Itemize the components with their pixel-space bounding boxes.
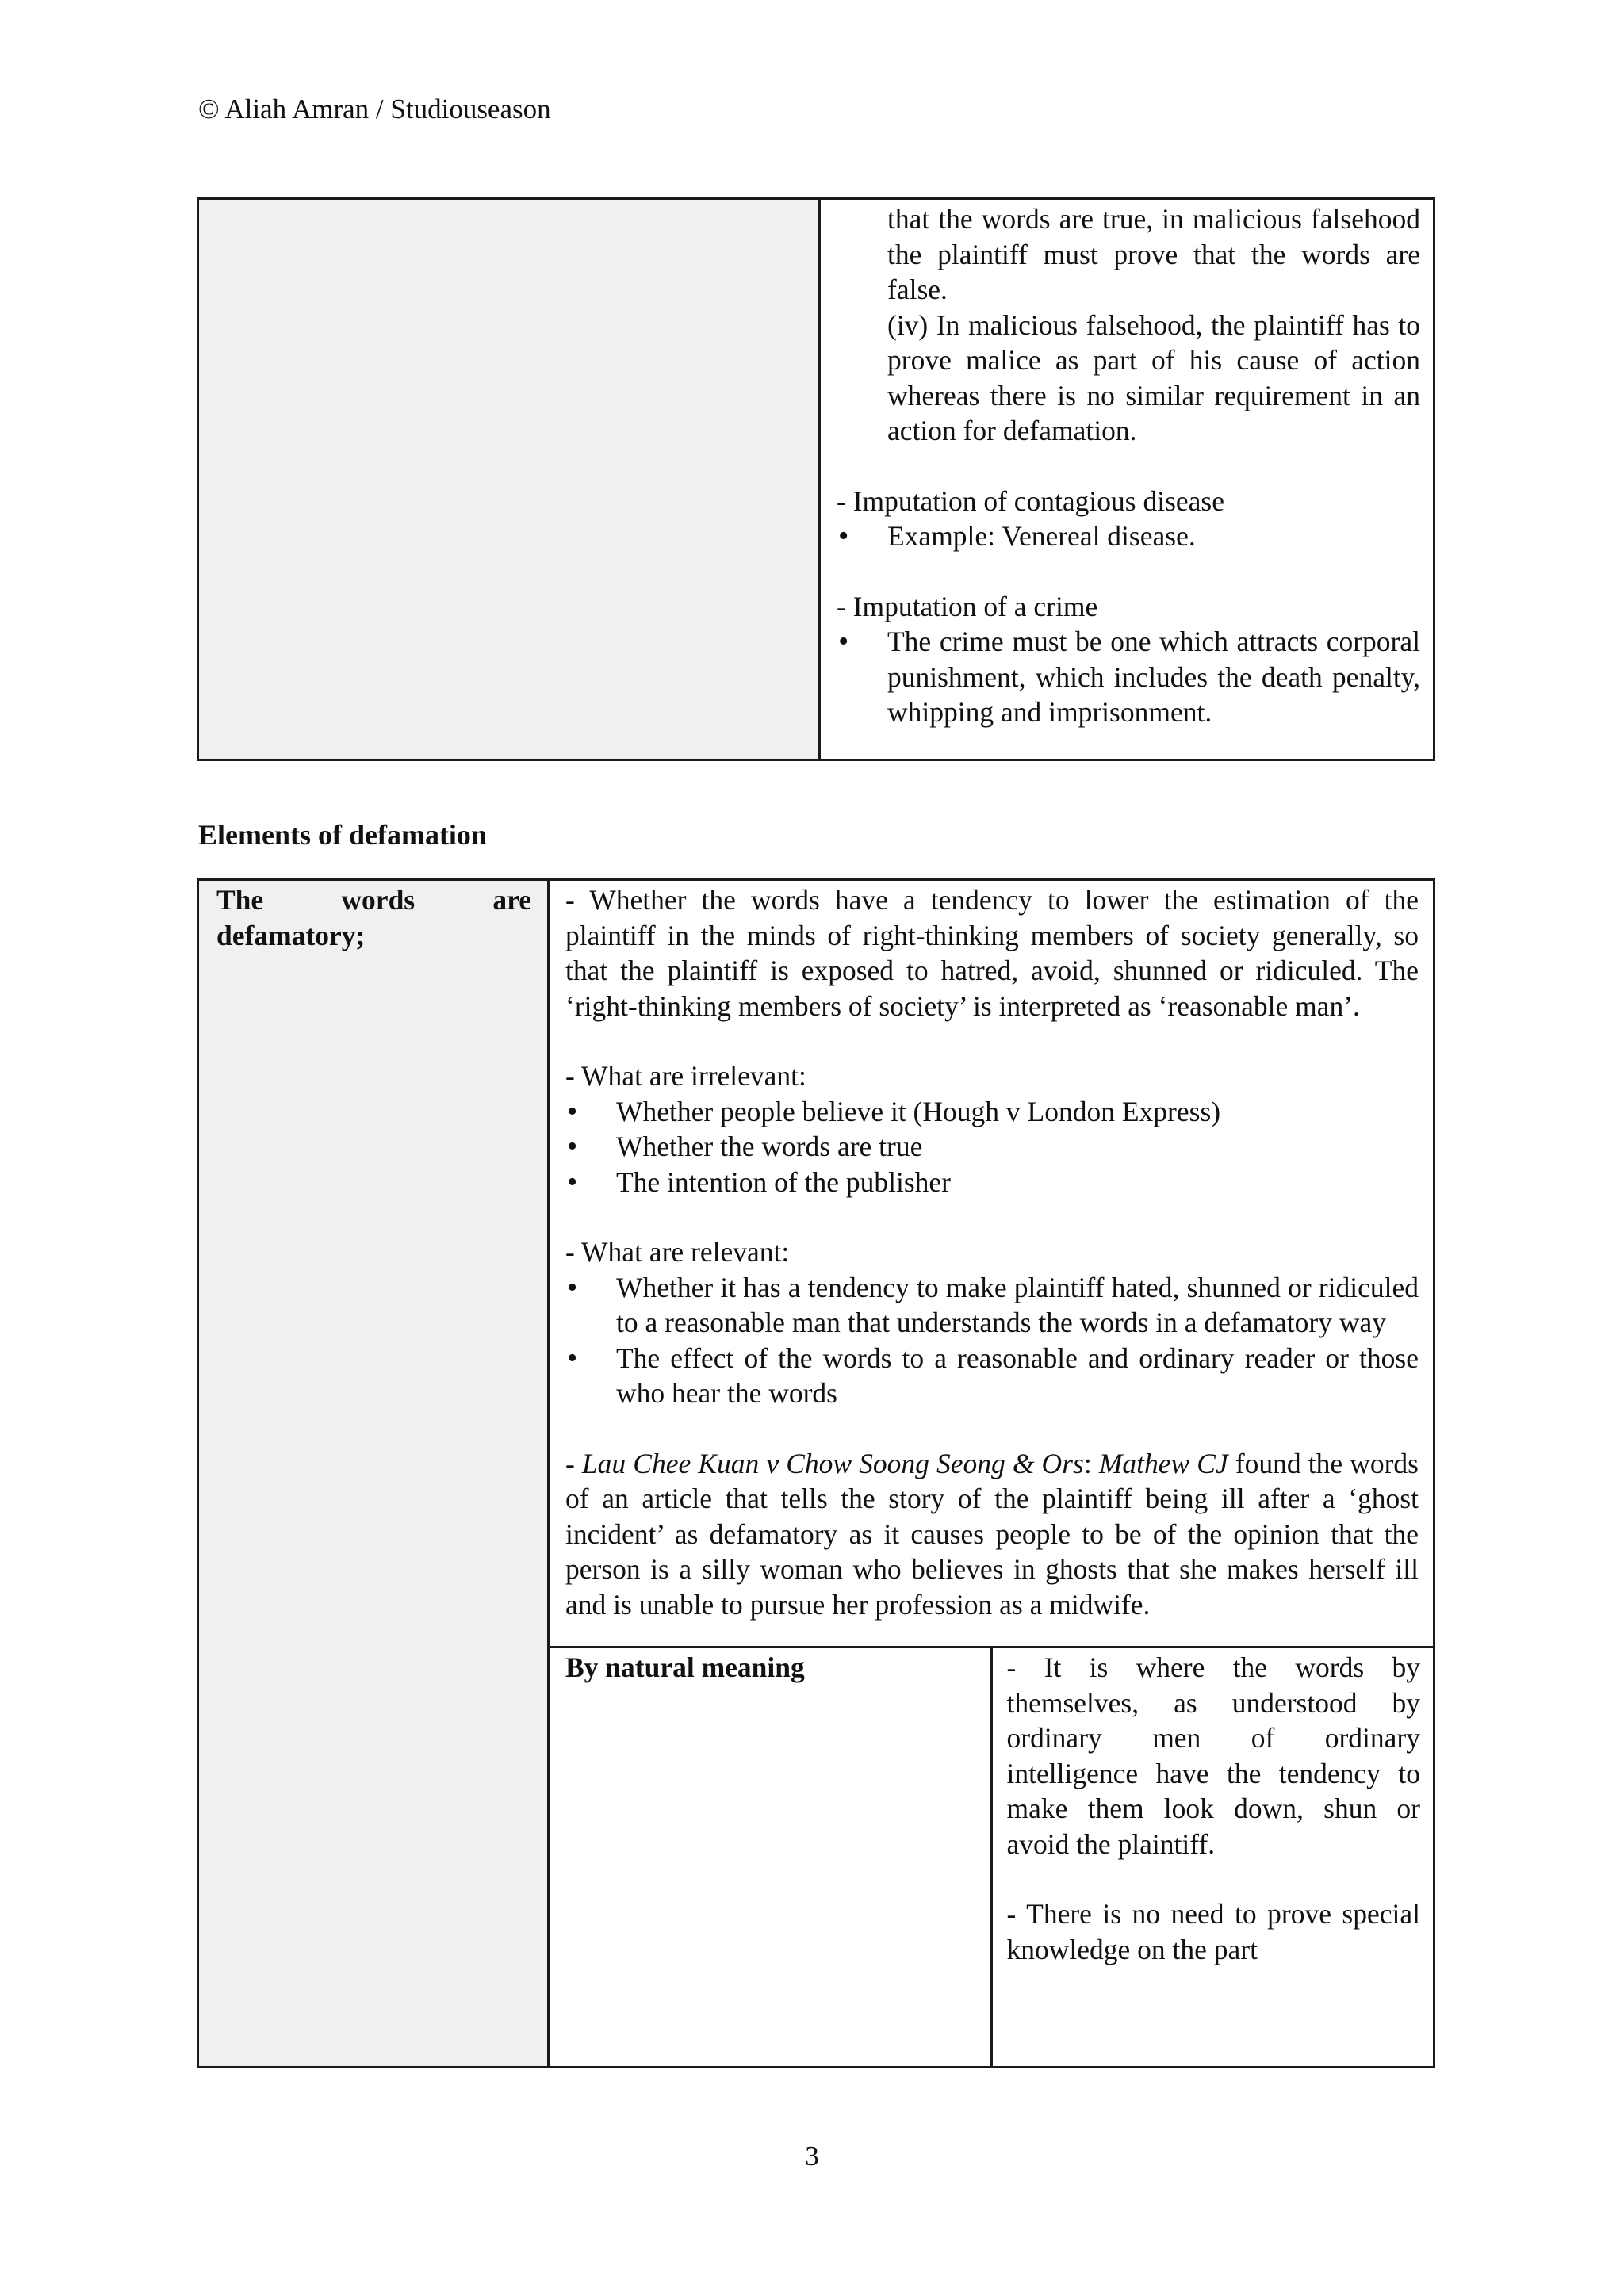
intro-paragraph: - Whether the words have a tendency to lower the estimation of the plaintiff in the minds of right-thinking members of society generally, so that the plaintiff is exposed to hatred, avoid, shunned or ridiculed. The ‘right-thinking members of society’ is interpreted as ‘reasonable man’. (565, 884, 1419, 1022)
case-name: Lau Chee Kuan v Chow Soong Seong & Ors (581, 1447, 1084, 1479)
list-item: • The crime must be one which attracts corporal punishment, which includes the death penalty, whipping and imprisonment. (837, 624, 1420, 730)
contagious-disease-heading: - Imputation of contagious disease (837, 484, 1224, 517)
case-prefix: - (565, 1447, 582, 1479)
relevant-heading: - What are relevant: (565, 1236, 790, 1268)
natural-meaning-label-cell (549, 1647, 992, 2068)
irrelevant-heading: - What are irrelevant: (565, 1060, 806, 1092)
case-separator: : (1083, 1447, 1099, 1479)
relevant-list (565, 1270, 1419, 1411)
page-number: 3 (805, 2141, 819, 2172)
section-title: Elements of defamation (198, 819, 487, 851)
natural-meaning-paragraph: - It is where the words by themselves, as understood by ordinary men of ordinary intelligence have the tendency to make them look down, shun or avoid the plaintiff. (1006, 1651, 1420, 1860)
element-heading-cell (198, 880, 549, 2068)
continued-table (197, 197, 1435, 761)
irrelevant-list (565, 1094, 1419, 1200)
crime-heading: - Imputation of a crime (837, 590, 1098, 622)
crime-list (837, 624, 1420, 730)
natural-meaning-label: By natural meaning (565, 1651, 805, 1683)
element-heading: The words are defamatory; (216, 884, 531, 951)
element-explanation-cell (549, 880, 1434, 1647)
list-item: • Whether it has a tendency to make plaintiff hated, shunned or ridiculed to a reasonable man that understands the words in a defamatory way (565, 1270, 1419, 1341)
case-judge: Mathew CJ (1098, 1447, 1228, 1479)
contagious-disease-list (837, 519, 1420, 554)
list-item: • Whether the words are true (565, 1129, 1419, 1165)
page-header-copyright: © Aliah Amran / Studiouseason (198, 94, 551, 124)
continued-table-right-cell (820, 199, 1434, 760)
list-item: • The intention of the publisher (565, 1165, 1419, 1200)
elements-table (197, 878, 1435, 2068)
list-item: • Whether people believe it (Hough v London Express) (565, 1094, 1419, 1130)
continued-text-line: that the words are true, in malicious falsehood the plaintiff must prove that the words are false. (887, 203, 1420, 305)
case-text: found the words of an article that tells the story of the plaintiff being ill after a ‘ghost incident’ as defamatory as it causes people to be of the opinion that the person is a silly woman who believes in ghosts that she makes herself ill and is unable to pursue her profession as a midwife. (565, 1447, 1419, 1621)
case-paragraph (565, 1446, 1419, 1623)
continued-table-left-cell (198, 199, 820, 760)
natural-meaning-paragraph: - There is no need to prove special knowledge on the part (1006, 1898, 1420, 1965)
continued-text-line: (iv) In malicious falsehood, the plaintiff has to prove malice as part of his cause of action whereas there is no similar requirement in an action for defamation. (887, 308, 1420, 446)
natural-meaning-explanation-cell (991, 1647, 1434, 2068)
list-item: • The effect of the words to a reasonable and ordinary reader or those who hear the words (565, 1341, 1419, 1411)
list-item: • Example: Venereal disease. (837, 519, 1420, 554)
